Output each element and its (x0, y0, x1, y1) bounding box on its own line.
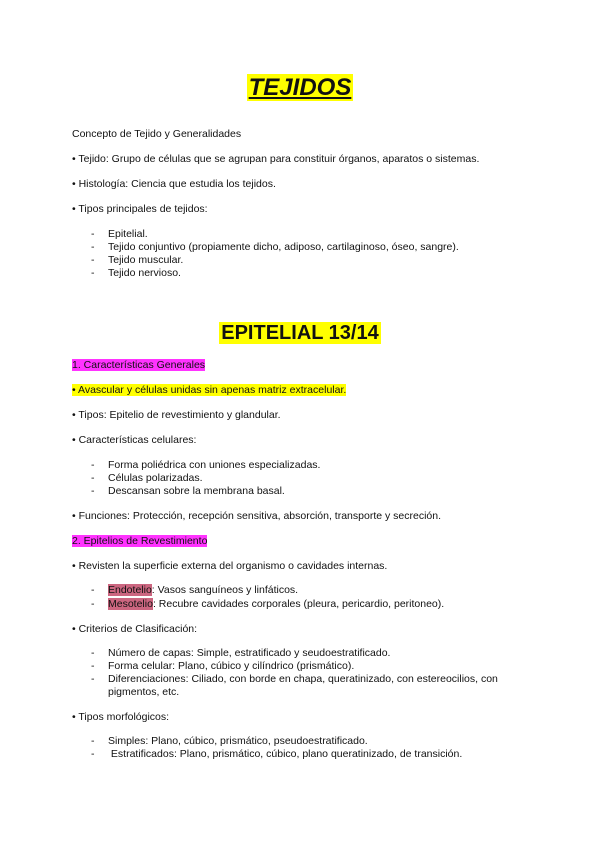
list-item: - Tejido nervioso. (91, 267, 181, 279)
celulares-heading: • Características celulares: (72, 434, 197, 446)
funciones-point: • Funciones: Protección, recepción sensitiva, absorción, transporte y secreción. (72, 510, 442, 522)
list-item: - Estratificados: Plano, prismático, cúbico, plano queratinizado, de transición. (91, 748, 463, 760)
list-item: - Forma poliédrica con uniones especializadas. (91, 459, 321, 471)
criterios-heading: • Criterios de Clasificación: (72, 623, 198, 635)
list-item: - Simples: Plano, cúbico, prismático, pseudoestratificado. (91, 735, 368, 747)
list-item: - Diferenciaciones: Ciliado, con borde en chapa, queratinizado, con estereocilios, con (91, 673, 498, 685)
list-item: - Células polarizadas. (91, 472, 203, 484)
list-item: - Endotelio: Vasos sanguíneos y linfáticos. (91, 584, 299, 596)
morfologicos-heading: • Tipos morfológicos: (72, 711, 170, 723)
list-item: - Mesotelio: Recubre cavidades corporales (pleura, pericardio, peritoneo). (91, 598, 445, 610)
list-item: - Tejido muscular. (91, 254, 184, 266)
avascular-point: • Avascular y células unidas sin apenas matriz extracelular. (72, 384, 347, 396)
list-item: - Descansan sobre la membrana basal. (91, 485, 285, 497)
caracteristicas-heading: 1. Características Generales (72, 359, 206, 371)
list-item: - Epitelial. (91, 228, 148, 240)
tejido-definition: • Tejido: Grupo de células que se agrupan para constituir órganos, aparatos o sistemas. (72, 153, 480, 165)
tipos-heading: • Tipos principales de tejidos: (72, 203, 208, 215)
endotelio-term: Endotelio (108, 584, 152, 596)
mesotelio-term: Mesotelio (108, 598, 153, 610)
intro-heading: Concepto de Tejido y Generalidades (72, 128, 242, 140)
list-item-continuation: pigmentos, etc. (108, 686, 180, 698)
tipos-epitelio: • Tipos: Epitelio de revestimiento y glandular. (72, 409, 281, 421)
section-title: EPITELIAL 13/14 (221, 322, 379, 344)
revisten-point: • Revisten la superficie externa del organismo o cavidades internas. (72, 560, 388, 572)
list-item: - Número de capas: Simple, estratificado y seudoestratificado. (91, 647, 391, 659)
list-item: - Tejido conjuntivo (propiamente dicho, adiposo, cartilaginoso, óseo, sangre). (91, 241, 459, 253)
main-title: TEJIDOS (248, 74, 352, 101)
histologia-definition: • Histología: Ciencia que estudia los tejidos. (72, 178, 276, 190)
revestimiento-heading: 2. Epitelios de Revestimiento (72, 535, 208, 547)
list-item: - Forma celular: Plano, cúbico y cilíndrico (prismático). (91, 660, 355, 672)
